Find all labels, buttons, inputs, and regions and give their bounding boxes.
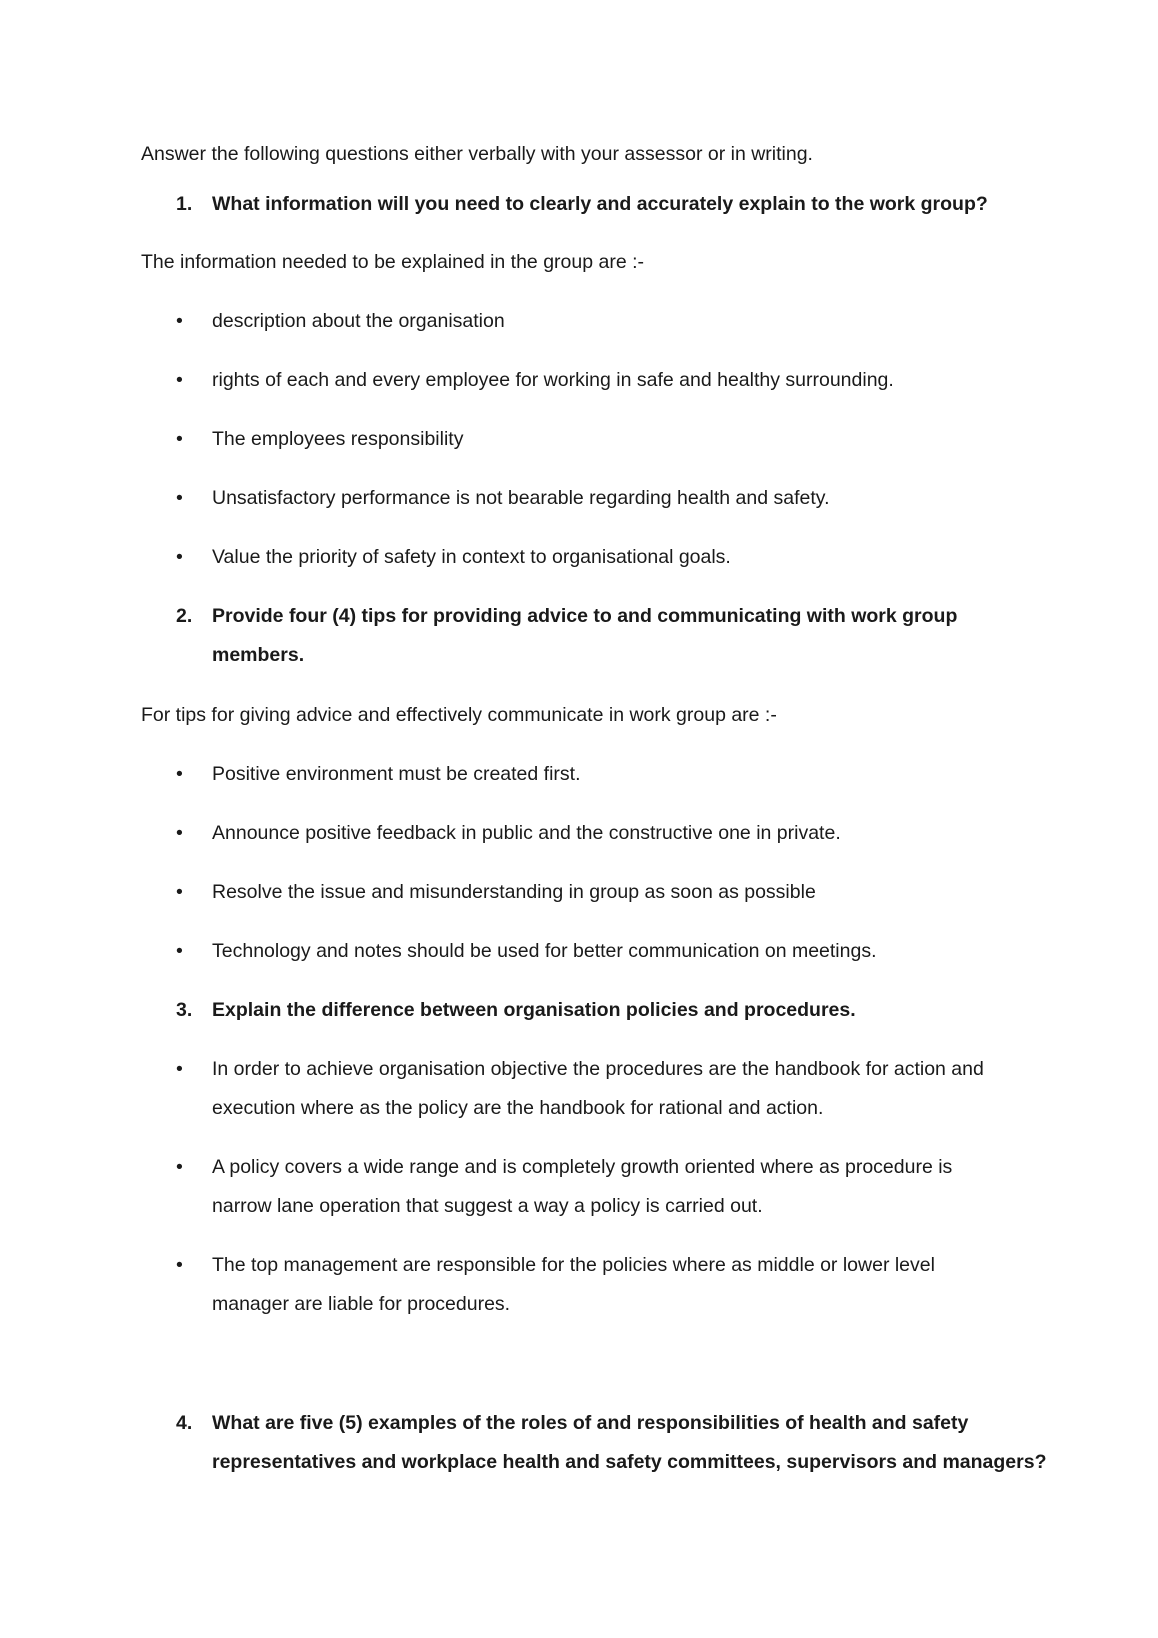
bullet-icon: • xyxy=(176,822,183,844)
bullet-icon: • xyxy=(176,546,183,568)
list-item: Announce positive feedback in public and the constructive one in private. xyxy=(212,822,841,844)
question-3-text: Explain the difference between organisation policies and procedures. xyxy=(212,999,856,1021)
question-3-number: 3. xyxy=(176,999,193,1021)
question-4-number: 4. xyxy=(176,1412,193,1434)
list-item-line1: In order to achieve organisation objective the procedures are the handbook for action and xyxy=(212,1058,984,1080)
list-item-line1: A policy covers a wide range and is completely growth oriented where as procedure is xyxy=(212,1156,953,1178)
question-2-text-line1: Provide four (4) tips for providing advice to and communicating with work group xyxy=(212,605,958,627)
bullet-icon: • xyxy=(176,487,183,509)
list-item: Positive environment must be created first. xyxy=(212,763,581,785)
bullet-icon: • xyxy=(176,1156,183,1178)
bullet-icon: • xyxy=(176,310,183,332)
bullet-icon: • xyxy=(176,1058,183,1080)
list-item: Resolve the issue and misunderstanding in group as soon as possible xyxy=(212,881,816,903)
bullet-icon: • xyxy=(176,763,183,785)
bullet-icon: • xyxy=(176,940,183,962)
list-item: Technology and notes should be used for better communication on meetings. xyxy=(212,940,877,962)
list-item: Value the priority of safety in context to organisational goals. xyxy=(212,546,731,568)
list-item: rights of each and every employee for working in safe and healthy surrounding. xyxy=(212,369,894,391)
intro-text: Answer the following questions either verbally with your assessor or in writing. xyxy=(141,143,813,165)
question-1-number: 1. xyxy=(176,193,193,215)
bullet-icon: • xyxy=(176,881,183,903)
bullet-icon: • xyxy=(176,428,183,450)
list-item: description about the organisation xyxy=(212,310,505,332)
list-item: The employees responsibility xyxy=(212,428,464,450)
list-item: Unsatisfactory performance is not bearable regarding health and safety. xyxy=(212,487,830,509)
question-2-number: 2. xyxy=(176,605,193,627)
list-item-line2: narrow lane operation that suggest a way a policy is carried out. xyxy=(212,1195,763,1217)
question-4-text-line1: What are five (5) examples of the roles of and responsibilities of health and safety xyxy=(212,1412,969,1434)
question-1-answer-intro: The information needed to be explained in the group are :- xyxy=(141,251,645,273)
question-1-text: What information will you need to clearly and accurately explain to the work group? xyxy=(212,193,988,215)
bullet-icon: • xyxy=(176,1254,183,1276)
question-2-answer-intro: For tips for giving advice and effectively communicate in work group are :- xyxy=(141,704,777,726)
list-item-line2: manager are liable for procedures. xyxy=(212,1293,511,1315)
list-item-line2: execution where as the policy are the handbook for rational and action. xyxy=(212,1097,824,1119)
list-item-line1: The top management are responsible for the policies where as middle or lower level xyxy=(212,1254,935,1276)
question-2-text-line2: members. xyxy=(212,644,305,666)
question-4-text-line2: representatives and workplace health and safety committees, supervisors and managers? xyxy=(212,1451,1047,1473)
bullet-icon: • xyxy=(176,369,183,391)
